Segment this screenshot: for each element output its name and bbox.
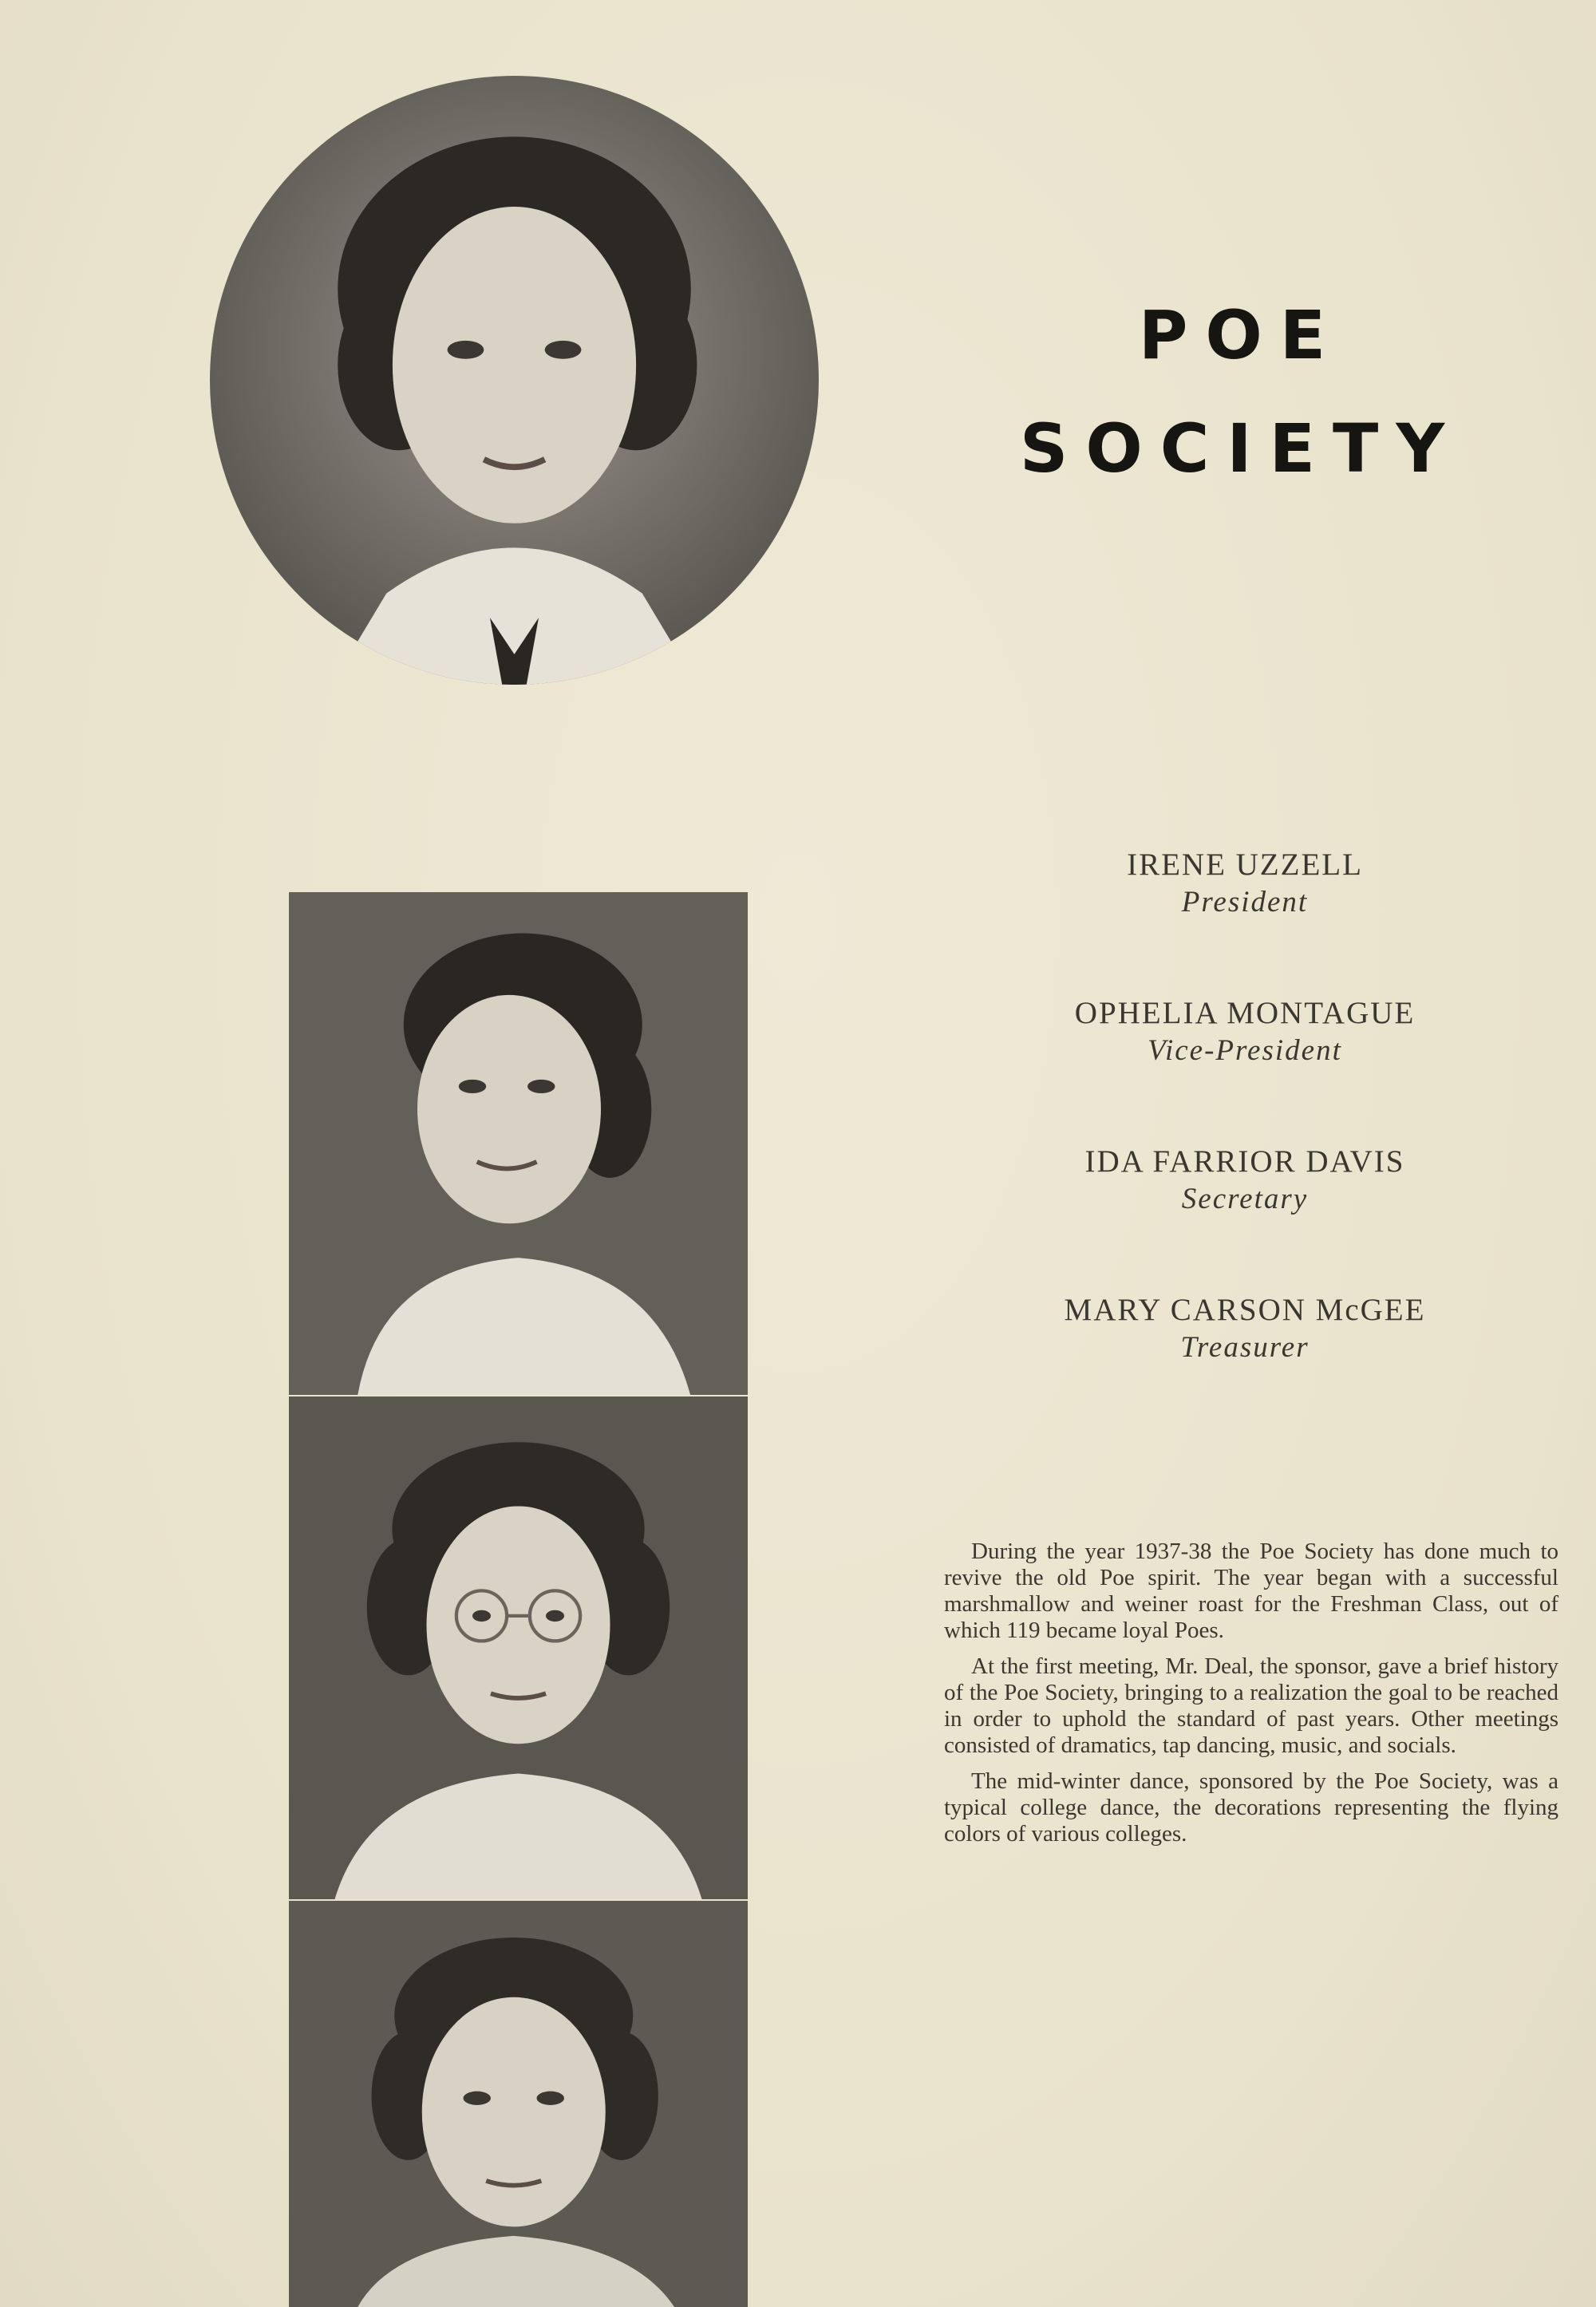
officer-entry [990,846,1500,994]
officer-role: Vice-President [1148,1034,1342,1067]
officer-name: IRENE UZZELL [1127,847,1363,882]
officer-role: President [1181,886,1309,918]
portrait-photo-president [210,76,819,685]
officers-list [990,846,1500,1440]
body-paragraph: The mid-winter dance, sponsored by the Poe Society, was a typical college dance, the decorations representing the flying colors of various colleges. [944,1768,1558,1847]
officer-entry [990,1143,1500,1291]
portrait-photo-vice-president [289,892,748,1395]
society-description [944,1539,1558,1857]
officer-name: OPHELIA MONTAGUE [1074,996,1416,1030]
officer-name: MARY CARSON McGEE [1064,1293,1426,1327]
body-paragraph: During the year 1937-38 the Poe Society has done much to revive the old Poe spirit. The year began with a successful marshmallow and weiner roast for the Freshman Class, out of which 119 became loyal Poes. [944,1539,1558,1643]
body-paragraph: At the first meeting, Mr. Deal, the sponsor, gave a brief history of the Poe Society, bringing to a realization the goal to be reached in order to uphold the standard of past years. Other meetings consisted of dramatics, tap dancing, music, and socials. [944,1653,1558,1758]
officer-name: IDA FARRIOR DAVIS [1084,1144,1405,1179]
officer-entry [990,1291,1500,1440]
portrait-photo-treasurer [289,1901,748,2307]
page-title-line-2: SOCIETY [1019,409,1463,488]
officer-role: Secretary [1181,1183,1309,1215]
officer-entry [990,994,1500,1143]
officer-role: Treasurer [1180,1331,1310,1364]
portrait-photo-secretary [289,1396,748,1899]
page-title-line-1: POE [1138,296,1344,374]
